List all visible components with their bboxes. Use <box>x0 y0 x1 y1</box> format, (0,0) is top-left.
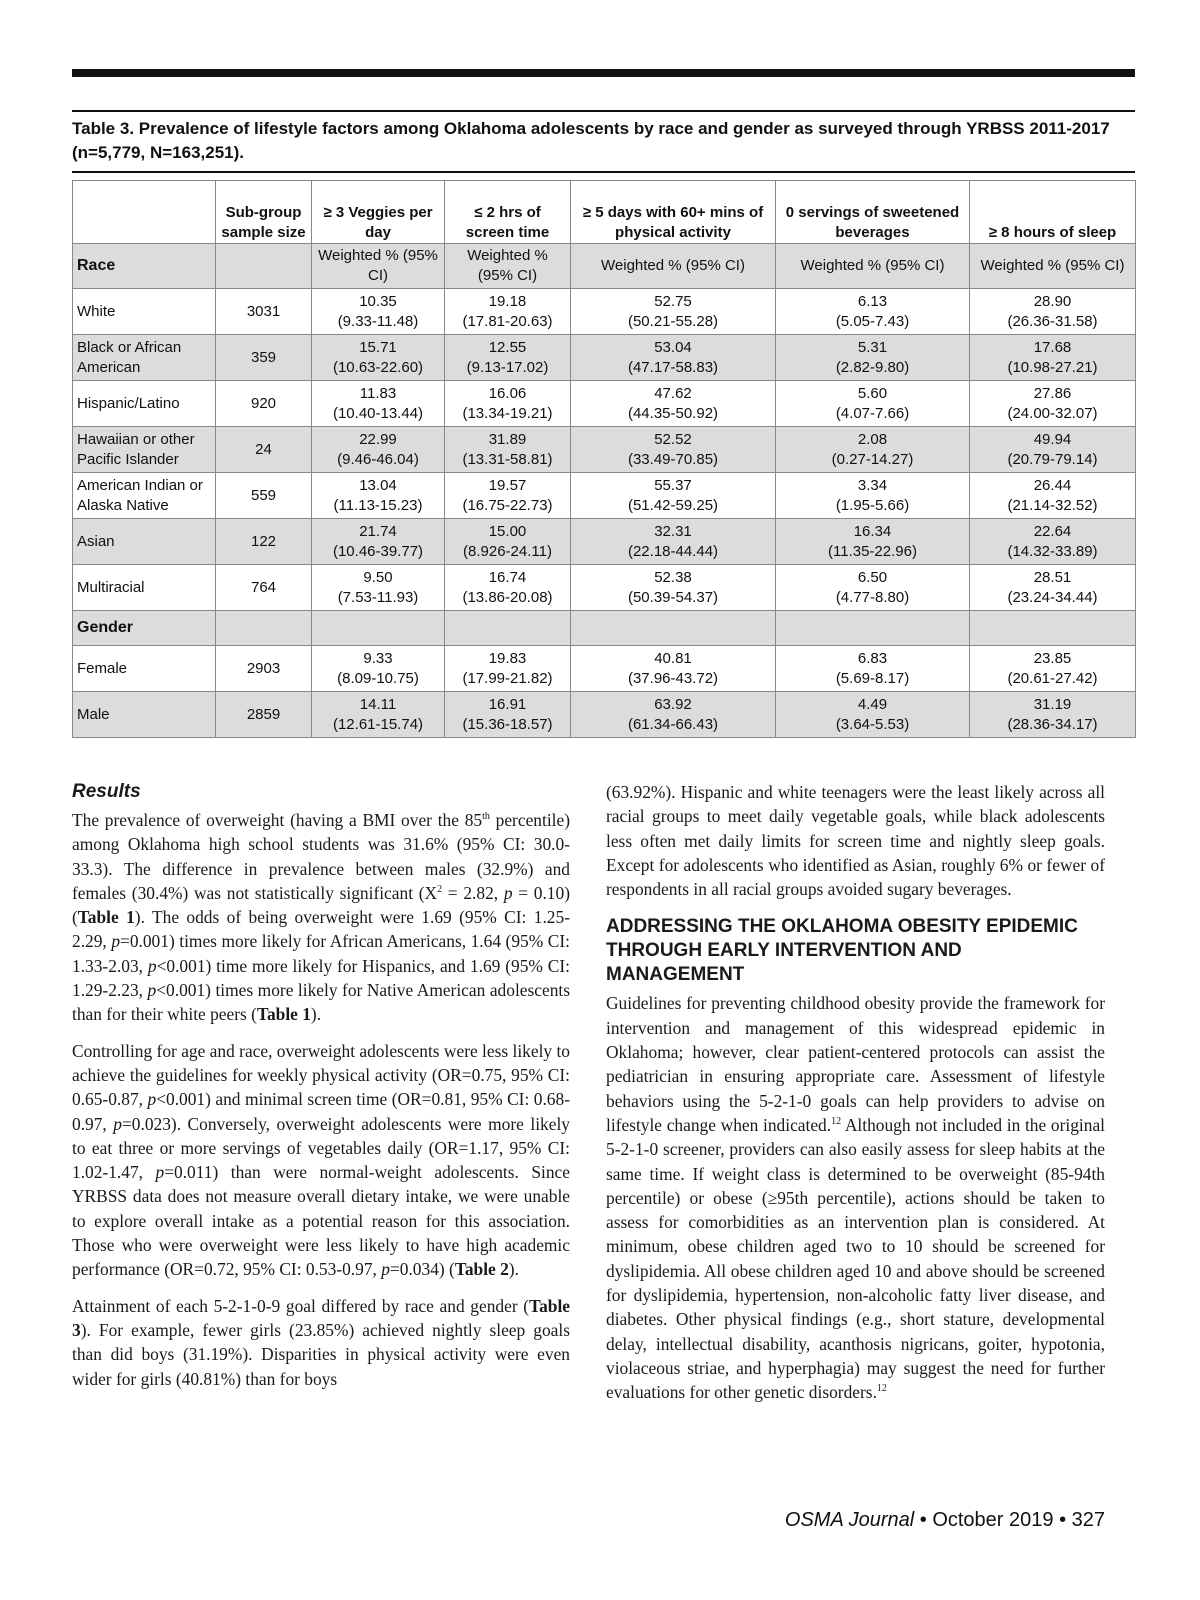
header-cell: ≥ 5 days with 60+ mins of physical activity <box>571 181 776 244</box>
table-row <box>73 427 1136 473</box>
veg-cell: 15.71 (10.63-22.60) <box>312 335 445 381</box>
table-caption: Table 3. Prevalence of lifestyle factors among Oklahoma adolescents by race and gender as surveyed through YRBSS 2011-2017 (n=5,779, N=163,251). <box>72 119 1110 162</box>
row-label: Asian <box>73 519 216 565</box>
screen-cell: 12.55 (9.13-17.02) <box>445 335 571 381</box>
table-row <box>73 289 1136 335</box>
sleep-cell: 31.19 (28.36-34.17) <box>970 692 1136 738</box>
pa-cell: 40.81 (37.96-43.72) <box>571 646 776 692</box>
pa-cell: 47.62 (44.35-50.92) <box>571 381 776 427</box>
sleep-cell: 17.68 (10.98-27.21) <box>970 335 1136 381</box>
bev-cell: 4.49 (3.64-5.53) <box>776 692 970 738</box>
row-label: American Indian or Alaska Native <box>73 473 216 519</box>
pa-cell: 63.92 (61.34-66.43) <box>571 692 776 738</box>
row-label: Female <box>73 646 216 692</box>
sample-size-cell: 24 <box>216 427 312 473</box>
results-heading: Results <box>72 781 141 802</box>
subheader-cell <box>216 244 312 289</box>
header-cell: ≥ 3 Veggies per day <box>312 181 445 244</box>
race-section-label: Race <box>73 244 216 289</box>
bev-cell: 6.13 (5.05-7.43) <box>776 289 970 335</box>
bev-cell: 5.60 (4.07-7.66) <box>776 381 970 427</box>
subheader-cell: Weighted % (95% CI) <box>445 244 571 289</box>
caption-rule-top <box>72 110 1135 112</box>
screen-cell: 31.89 (13.31-58.81) <box>445 427 571 473</box>
bev-cell: 6.50 (4.77-8.80) <box>776 565 970 611</box>
screen-cell: 19.18 (17.81-20.63) <box>445 289 571 335</box>
veg-cell: 11.83 (10.40-13.44) <box>312 381 445 427</box>
table-row <box>73 381 1136 427</box>
table-header-row <box>73 181 1136 244</box>
veg-cell: 22.99 (9.46-46.04) <box>312 427 445 473</box>
sample-size-cell: 2859 <box>216 692 312 738</box>
veg-cell: 10.35 (9.33-11.48) <box>312 289 445 335</box>
veg-cell: 21.74 (10.46-39.77) <box>312 519 445 565</box>
veg-cell: 9.33 (8.09-10.75) <box>312 646 445 692</box>
screen-cell: 15.00 (8.926-24.11) <box>445 519 571 565</box>
veg-cell: 9.50 (7.53-11.93) <box>312 565 445 611</box>
sleep-cell: 22.64 (14.32-33.89) <box>970 519 1136 565</box>
sample-size-cell: 3031 <box>216 289 312 335</box>
table-row <box>73 519 1136 565</box>
table-row <box>73 473 1136 519</box>
screen-cell: 19.57 (16.75-22.73) <box>445 473 571 519</box>
screen-cell: 16.91 (15.36-18.57) <box>445 692 571 738</box>
sleep-cell: 28.90 (26.36-31.58) <box>970 289 1136 335</box>
screen-cell: 16.06 (13.34-19.21) <box>445 381 571 427</box>
row-label: Multiracial <box>73 565 216 611</box>
section-heading: ADDRESSING THE OKLAHOMA OBESITY EPIDEMIC THROUGH EARLY INTERVENTION AND MANAGEMENT <box>606 916 1078 986</box>
paragraph-controlling: Controlling for age and race, overweight adolescents were less likely to achieve the guidelines for weekly physical activity (OR=0.75, 95% CI: 0.65-0.87, p<0.001) and minimal screen time (OR=0.81, 95% CI: 0.68-0.97, p=0.023). Conversely, overweight adolescents were more likely to eat three or more servings of vegetables daily (OR=1.17, 95% CI: 1.02-1.47, p=0.011) than were normal-weight adolescents. Since YRBSS data does not measure overall dietary intake, we were unable to explore overall intake as a potential reason for this association. Those who were overweight were less likely to have high academic performance (OR=0.72, 95% CI: 0.53-0.97, p=0.034) (Table 2). <box>72 1040 570 1280</box>
sample-size-cell: 2903 <box>216 646 312 692</box>
header-cell: ≥ 8 hours of sleep <box>970 181 1136 244</box>
sample-size-cell: 764 <box>216 565 312 611</box>
header-cell: 0 servings of sweetened beverages <box>776 181 970 244</box>
subheader-cell: Weighted % (95% CI) <box>571 244 776 289</box>
header-cell: ≤ 2 hrs of screen time <box>445 181 571 244</box>
bev-cell: 5.31 (2.82-9.80) <box>776 335 970 381</box>
sample-size-cell: 559 <box>216 473 312 519</box>
top-rule <box>72 69 1135 77</box>
bev-cell: 16.34 (11.35-22.96) <box>776 519 970 565</box>
screen-cell: 19.83 (17.99-21.82) <box>445 646 571 692</box>
sleep-cell: 28.51 (23.24-34.44) <box>970 565 1136 611</box>
paragraph-attainment: Attainment of each 5-2-1-0-9 goal differed by race and gender (Table 3). For example, fewer girls (23.85%) achieved nightly sleep goals than did boys (31.19%). Disparities in physical activity were even wider for girls (40.81%) than for boys <box>72 1295 570 1389</box>
header-cell <box>73 181 216 244</box>
bev-cell: 3.34 (1.95-5.66) <box>776 473 970 519</box>
paragraph-continuation: (63.92%). Hispanic and white teenagers were the least likely across all racial groups to meet daily vegetable goals, while black adolescents less often met daily limits for screen time and nightly sleep goals. Except for adolescents who identified as Asian, roughly 6% or fewer of respondents in all racial groups avoided sugary beverages. <box>606 782 1105 900</box>
gender-section-label: Gender <box>73 611 216 646</box>
row-label: Black or African American <box>73 335 216 381</box>
paragraph-prevalence: The prevalence of overweight (having a BMI over the 85th percentile) among Oklahoma high school students was 31.6% (95% CI: 30.0-33.3). The difference in prevalence between males (32.9%) and females (30.4%) was not statistically significant ($X^2 = 2.82$, p = 0.10) (Table 1). The odds of being overweight were 1.69 (95% CI: 1.25-2.29, p=0.001) times more likely for African Americans, 1.64 (95% CI: 1.33-2.03, p<0.001) time more likely for Hispanics, and 1.69 (95% CI: 1.29-2.23, p<0.001) times more likely for Native American adolescents than for their white peers (Table 1). <box>72 810 570 1025</box>
left-column <box>72 780 570 1403</box>
sample-size-cell: 359 <box>216 335 312 381</box>
bev-cell: 2.08 (0.27-14.27) <box>776 427 970 473</box>
row-label: Male <box>73 692 216 738</box>
sample-size-cell: 920 <box>216 381 312 427</box>
caption-rule-bottom <box>72 171 1135 173</box>
header-cell: Sub-group sample size <box>216 181 312 244</box>
subheader-cell: Weighted % (95% CI) <box>776 244 970 289</box>
subheader-cell: Weighted % (95% CI) <box>312 244 445 289</box>
lifestyle-table <box>72 180 1136 738</box>
subheader-cell: Weighted % (95% CI) <box>970 244 1136 289</box>
table-row <box>73 335 1136 381</box>
sleep-cell: 23.85 (20.61-27.42) <box>970 646 1136 692</box>
pa-cell: 55.37 (51.42-59.25) <box>571 473 776 519</box>
bev-cell: 6.83 (5.69-8.17) <box>776 646 970 692</box>
table-row <box>73 692 1136 738</box>
screen-cell: 16.74 (13.86-20.08) <box>445 565 571 611</box>
table-subheader-row <box>73 244 1136 289</box>
pa-cell: 53.04 (47.17-58.83) <box>571 335 776 381</box>
pa-cell: 52.75 (50.21-55.28) <box>571 289 776 335</box>
veg-cell: 13.04 (11.13-15.23) <box>312 473 445 519</box>
veg-cell: 14.11 (12.61-15.74) <box>312 692 445 738</box>
sleep-cell: 49.94 (20.79-79.14) <box>970 427 1136 473</box>
paragraph-guidelines: Guidelines for preventing childhood obesity provide the framework for intervention and management of this widespread epidemic in Oklahoma; however, clear patient-centered protocols can assist the pediatrician in ensuring appropriate care. Assessment of lifestyle behaviors using the 5-2-1-0 goals can help providers to advise on lifestyle change when indicated.$^{12}$ Although not included in the original 5-2-1-0 screener, providers can also easily assess for sleep habits at the same time. If weight class is determined to be overweight (85-94th percentile) or obese (≥95th percentile), actions should be taken to assess for comorbidities as an intervention plan is considered. At minimum, obese children aged two to 10 should be screened for dyslipidemia. All obese children aged 10 and above should be screened for dyslipidemia, hypertension, non-alcoholic fatty liver disease, and diabetes. Other physical findings (e.g., short stature, developmental delay, intellectual disability, acanthosis nigricans, goiter, hypotonia, violaceous striae, and hyperphagia) may suggest the need for further evaluations for other genetic disorders.$^{12}$ <box>606 993 1105 1403</box>
sample-size-cell: 122 <box>216 519 312 565</box>
table-row <box>73 646 1136 692</box>
row-label: Hispanic/Latino <box>73 381 216 427</box>
gender-section-row <box>73 611 1136 646</box>
sleep-cell: 27.86 (24.00-32.07) <box>970 381 1136 427</box>
right-column <box>606 780 1105 1417</box>
pa-cell: 32.31 (22.18-44.44) <box>571 519 776 565</box>
row-label: White <box>73 289 216 335</box>
row-label: Hawaiian or other Pacific Islander <box>73 427 216 473</box>
table-row <box>73 565 1136 611</box>
page-footer: OSMA Journal • October 2019 • 327 <box>784 1509 1105 1531</box>
pa-cell: 52.38 (50.39-54.37) <box>571 565 776 611</box>
pa-cell: 52.52 (33.49-70.85) <box>571 427 776 473</box>
sleep-cell: 26.44 (21.14-32.52) <box>970 473 1136 519</box>
